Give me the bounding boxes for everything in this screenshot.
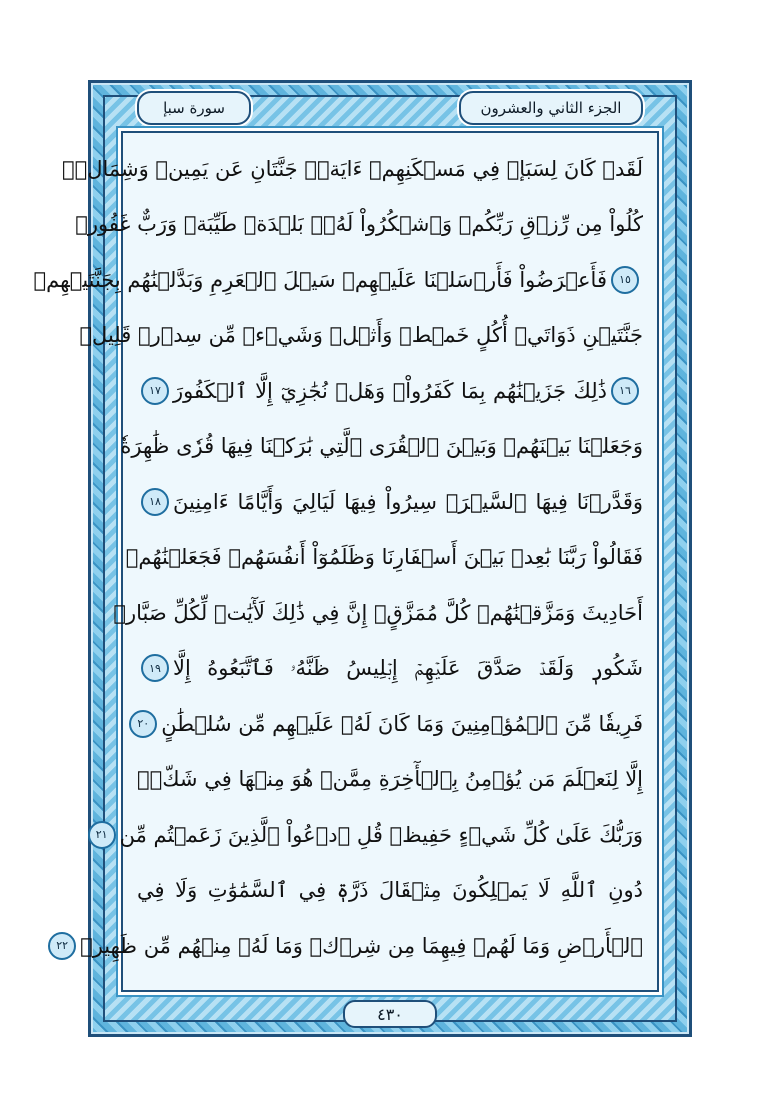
verse-text: فَرِيقٗا مِّنَ ٱلۡمُؤۡمِنِينَ وَمَا كَانَ لَهُۥ عَلَيۡهِم مِّن سُلۡطَٰنٍ [161, 711, 643, 736]
surah-name: سورة سبإ [163, 99, 225, 117]
verse-text: ذَٰلِكَ جَزَيۡنَٰهُم بِمَا كَفَرُواْۖ وَهَلۡ نُجَٰزِيٓ إِلَّا ٱلۡكَفُورَ [173, 378, 607, 403]
verse-line [125, 530, 643, 585]
verse-line [137, 696, 643, 751]
verse-line [137, 363, 643, 418]
verse-text: ٱلۡأَرۡضِ وَمَا لَهُمۡ فِيهِمَا مِن شِرۡكٖ وَمَا لَهُۥ مِنۡهُم مِّن ظَهِيرٖ [80, 933, 643, 958]
verse-line [62, 141, 643, 196]
verse-line [33, 252, 643, 307]
verse-text: أَحَادِيثَ وَمَزَّقۡنَٰهُمۡ كُلَّ مُمَزَّقٍۚ إِنَّ فِي ذَٰلِكَ لَأٓيَٰتٖ لِّكُلِّ صَبَّارٖ [113, 600, 643, 625]
verse-line [137, 752, 643, 807]
ayah-number-marker: ١٧ [141, 377, 169, 405]
ayah-number-marker: ١٩ [141, 654, 169, 682]
verse-text: إِلَّا لِنَعۡلَمَ مَن يُؤۡمِنُ بِٱلۡأٓخِرَةِ مِمَّنۡ هُوَ مِنۡهَا فِي شَكّٖۗ [137, 767, 643, 791]
page-number-box [343, 1000, 437, 1028]
surah-name-header [137, 91, 251, 125]
verse-text: وَقَدَّرۡنَا فِيهَا ٱلسَّيۡرَۖ سِيرُواْ فِيهَا لَيَالِيَ وَأَيَّامًا ءَامِنِينَ [173, 489, 643, 514]
page-number: ٤٣٠ [377, 1004, 403, 1024]
verse-text: دُونِ ٱللَّهِ لَا يَمۡلِكُونَ مِثۡقَالَ ذَرَّةٖ فِي ٱلسَّمَٰوَٰتِ وَلَا فِي [137, 878, 643, 902]
verse-text: فَقَالُواْ رَبَّنَا بَٰعِدۡ بَيۡنَ أَسۡفَارِنَا وَظَلَمُوٓاْ أَنفُسَهُمۡ فَجَعَلۡنَٰهُمۡ [125, 545, 643, 569]
verse-line [79, 308, 643, 363]
verse-line [95, 807, 643, 862]
verse-line [137, 863, 643, 918]
page-frame [33, 80, 692, 1037]
verse-line [120, 419, 643, 474]
verse-text: شَكُورٖ وَلَقَدۡ صَدَّقَ عَلَيۡهِمۡ إِبۡلِيسُ ظَنَّهُۥ فَٱتَّبَعُوهُ إِلَّا [173, 655, 643, 680]
verse-text: كُلُواْ مِن رِّزۡقِ رَبِّكُمۡ وَٱشۡكُرُواْ لَهُۥۚ بَلۡدَةٞ طَيِّبَةٞ وَرَبٌّ غَفُورٞ [75, 212, 643, 236]
verse-line [56, 918, 643, 973]
verse-text: جَنَّتَيۡنِ ذَوَاتَيۡ أُكُلٍ خَمۡطٖ وَأَثۡلٖ وَشَيۡءٖ مِّن سِدۡرٖ قَلِيلٖ [79, 323, 643, 347]
verse-lines [33, 141, 643, 982]
ayah-number-marker: ٢١ [88, 821, 116, 849]
ayah-number-marker: ٢٢ [48, 932, 76, 960]
ayah-number-marker: ١٨ [141, 488, 169, 516]
ayah-number-marker: ١٦ [611, 377, 639, 405]
verse-text: فَأَعۡرَضُواْ فَأَرۡسَلۡنَا عَلَيۡهِمۡ سَيۡلَ ٱلۡعَرِمِ وَبَدَّلۡنَٰهُم بِجَنَّتَيۡهِمۡ [33, 267, 607, 292]
ayah-number-marker: ١٥ [611, 266, 639, 294]
verse-line [113, 585, 643, 640]
verse-line [75, 197, 643, 252]
verse-text: وَجَعَلۡنَا بَيۡنَهُمۡ وَبَيۡنَ ٱلۡقُرَى ٱلَّتِي بَٰرَكۡنَا فِيهَا قُرٗى ظَٰهِرَةٗ [120, 434, 643, 458]
verse-text: وَرَبُّكَ عَلَىٰ كُلِّ شَيۡءٍ حَفِيظٞ قُلِ ٱدۡعُواْ ٱلَّذِينَ زَعَمۡتُم مِّن [119, 822, 643, 847]
juz-header [459, 91, 643, 125]
verse-line [137, 641, 643, 696]
verse-line [137, 474, 643, 529]
ayah-number-marker: ٢٠ [129, 710, 157, 738]
quran-text-panel [33, 131, 659, 992]
verse-text: لَقَدۡ كَانَ لِسَبَإٖ فِي مَسۡكَنِهِمۡ ءَايَةٞۖ جَنَّتَانِ عَن يَمِينٖ وَشِمَالٖۖ [62, 156, 643, 181]
juz-name: الجزء الثاني والعشرون [480, 99, 622, 117]
